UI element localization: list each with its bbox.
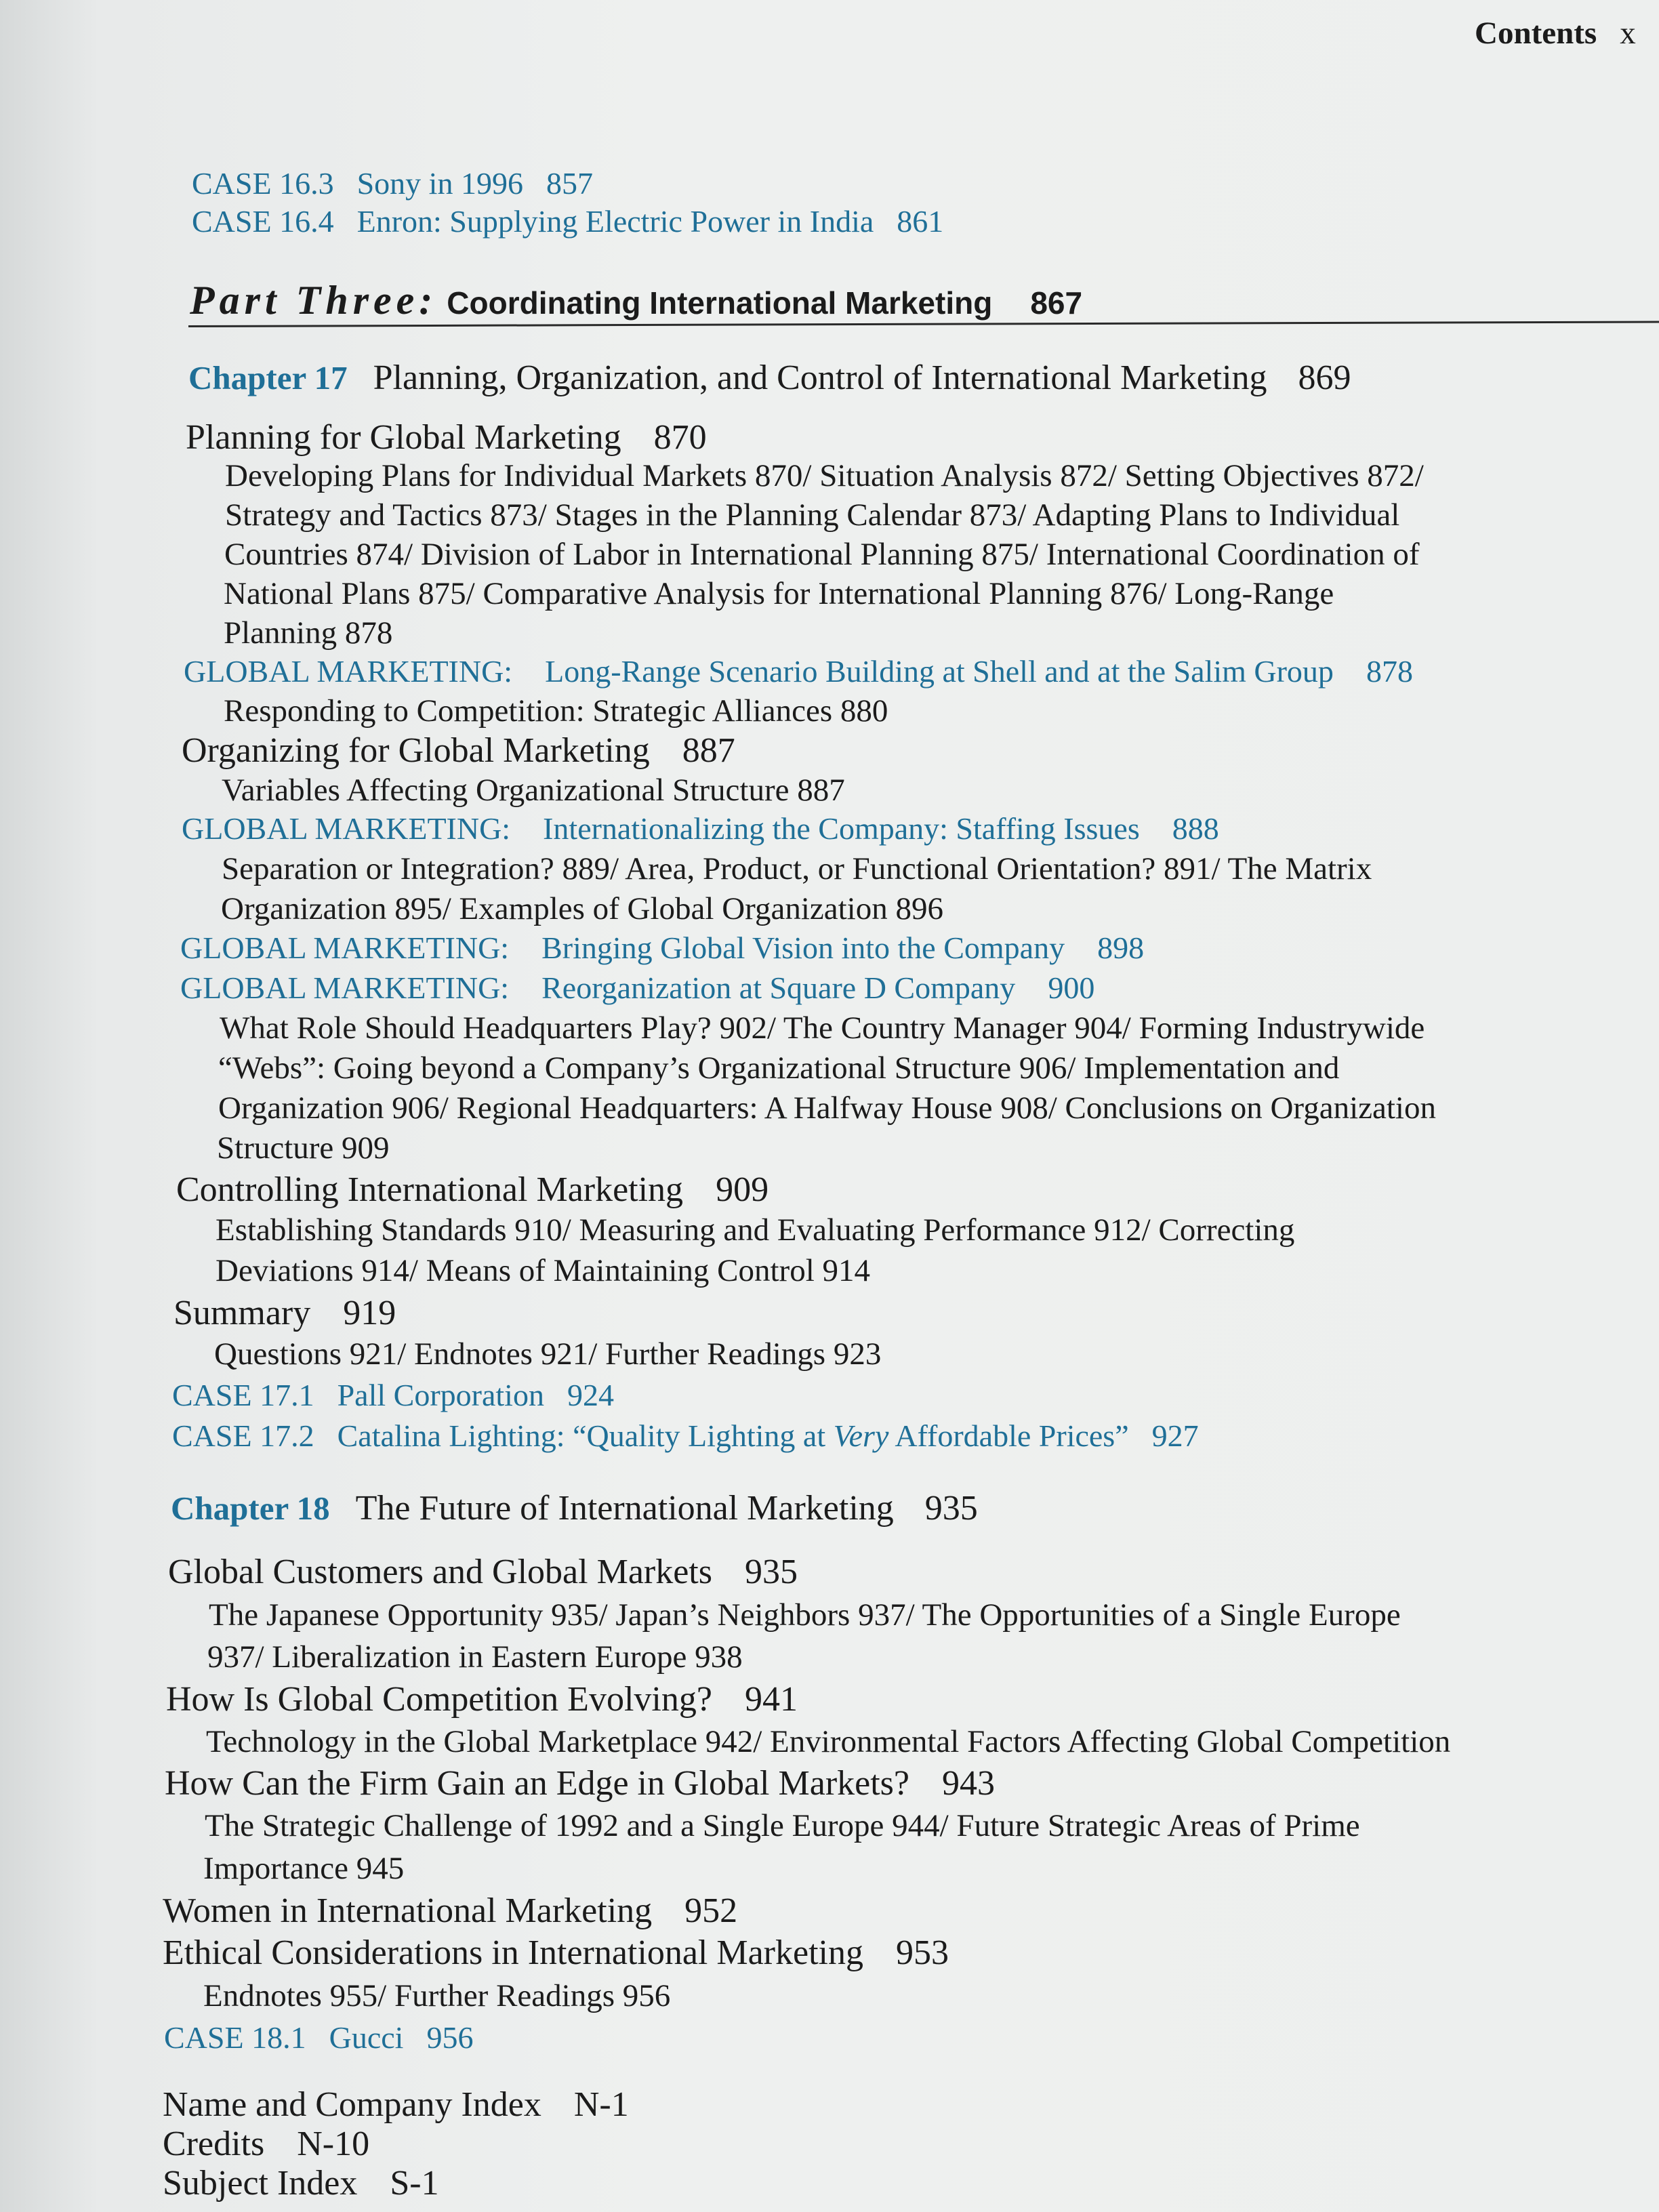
- toc-global-marketing-box: [180, 972, 1094, 1004]
- toc-subsection-line: Endnotes 955/ Further Readings 956: [203, 1978, 671, 2013]
- section-page: 953: [895, 1933, 949, 1972]
- toc-section: [163, 1933, 949, 1972]
- case-title: Sony in 1996: [356, 166, 523, 201]
- part-heading: [190, 280, 1082, 321]
- case-label: CASE 17.1: [172, 1378, 314, 1412]
- part-title: Coordinating International Marketing: [447, 285, 993, 321]
- toc-subsection-line: What Role Should Headquarters Play? 902/ The Country Manager 904/ Forming Industrywide: [220, 1010, 1425, 1046]
- toc-subsection-line: Organization 895/ Examples of Global Organization 896: [221, 891, 943, 926]
- toc-subsection-line: 937/ Liberalization in Eastern Europe 938: [207, 1639, 743, 1675]
- toc-global-marketing-box: [182, 813, 1219, 844]
- feature-page: 898: [1097, 930, 1145, 965]
- index-title: Name and Company Index: [163, 2085, 541, 2124]
- case-label: CASE 18.1: [164, 2020, 306, 2055]
- case-page: 857: [546, 166, 593, 201]
- case-page: 924: [567, 1378, 614, 1412]
- index-title: Credits: [163, 2125, 265, 2163]
- toc-subsection-line: “Webs”: Going beyond a Company’s Organizational Structure 906/ Implementation and: [218, 1050, 1340, 1086]
- running-head-title: Contents: [1475, 16, 1597, 51]
- feature-label: GLOBAL MARKETING:: [180, 970, 510, 1005]
- running-head: [1475, 15, 1636, 52]
- feature-label: GLOBAL MARKETING:: [184, 654, 513, 689]
- case-label: CASE 16.4: [192, 204, 334, 239]
- toc-subsection-line: Strategy and Tactics 873/ Stages in the Planning Calendar 873/ Adapting Plans to Individual: [225, 497, 1400, 533]
- toc-subsection-line: Planning 878: [224, 615, 393, 651]
- part-page: 867: [1030, 285, 1083, 321]
- toc-index-entry: [163, 2127, 369, 2162]
- section-page: 943: [941, 1764, 995, 1803]
- section-title: Women in International Marketing: [163, 1891, 653, 1930]
- chapter-heading: [188, 361, 1351, 396]
- chapter-title: The Future of International Marketing: [355, 1489, 894, 1528]
- feature-page: 900: [1048, 970, 1095, 1005]
- toc-subsection-line: Establishing Standards 910/ Measuring and Evaluating Performance 912/ Correcting: [216, 1212, 1295, 1248]
- chapter-label: Chapter 18: [171, 1490, 330, 1527]
- feature-title: Reorganization at Square D Company: [541, 970, 1016, 1005]
- chapter-page: 935: [924, 1489, 978, 1528]
- feature-title: Internationalizing the Company: Staffing Issues: [543, 811, 1140, 846]
- case-page: 861: [897, 204, 944, 239]
- toc-index-entry: [163, 2166, 439, 2201]
- toc-subsection-line: Importance 945: [203, 1851, 405, 1886]
- index-page: N-10: [297, 2125, 370, 2163]
- toc-global-marketing-box: [180, 930, 1145, 965]
- toc-case-entry: [164, 2022, 473, 2053]
- toc-subsection-line: The Japanese Opportunity 935/ Japan’s Neighbors 937/ The Opportunities of a Single Europe: [209, 1597, 1401, 1633]
- toc-case-entry: [192, 206, 943, 237]
- section-page: 952: [684, 1891, 738, 1930]
- toc-section: [166, 1682, 798, 1717]
- chapter-label: Chapter 17: [188, 359, 348, 396]
- feature-title: Long-Range Scenario Building at Shell and at the Salim Group: [545, 654, 1334, 689]
- toc-section: [173, 1296, 396, 1331]
- section-page: 870: [653, 418, 707, 457]
- section-page: 935: [744, 1553, 798, 1591]
- toc-section: [182, 733, 735, 769]
- toc-subsection-line: Variables Affecting Organizational Structure 887: [222, 773, 845, 808]
- case-page: 927: [1151, 1418, 1199, 1453]
- feature-page: 888: [1172, 811, 1219, 846]
- section-page: 909: [716, 1170, 769, 1209]
- toc-subsection-line: Structure 909: [217, 1130, 390, 1166]
- feature-label: GLOBAL MARKETING:: [182, 811, 511, 846]
- feature-page: 878: [1366, 654, 1413, 689]
- section-title: Controlling International Marketing: [176, 1170, 684, 1209]
- toc-subsection-line: Countries 874/ Division of Labor in International Planning 875/ International Coordination of: [224, 537, 1420, 572]
- section-title: Global Customers and Global Markets: [168, 1553, 712, 1591]
- toc-subsection-line: Questions 921/ Endnotes 921/ Further Readings 923: [214, 1336, 882, 1372]
- part-label: Part Three:: [190, 278, 438, 323]
- index-page: N-1: [573, 2085, 629, 2124]
- toc-subsection-line: Separation or Integration? 889/ Area, Product, or Functional Orientation? 891/ The Matrix: [222, 851, 1372, 886]
- section-title: Ethical Considerations in International Marketing: [163, 1933, 863, 1972]
- toc-subsection-line: Developing Plans for Individual Markets 870/ Situation Analysis 872/ Setting Objectives 872/: [225, 458, 1424, 493]
- toc-subsection-line: Technology in the Global Marketplace 942/ Environmental Factors Affecting Global Competition: [206, 1724, 1451, 1759]
- index-page: S-1: [390, 2164, 439, 2203]
- case-title: Gucci: [329, 2020, 404, 2055]
- section-title: Organizing for Global Marketing: [182, 731, 650, 770]
- toc-section: [176, 1172, 769, 1208]
- toc-case-entry: [172, 1380, 614, 1411]
- case-title-emphasis: Very: [833, 1418, 889, 1453]
- toc-case-entry: [192, 168, 593, 199]
- toc-subsection-line: National Plans 875/ Comparative Analysis for International Planning 876/ Long-Range: [224, 576, 1334, 611]
- toc-subsection-line: Organization 906/ Regional Headquarters: A Halfway House 908/ Conclusions on Organization: [218, 1090, 1436, 1126]
- case-label: CASE 16.3: [192, 166, 334, 201]
- chapter-heading: [171, 1491, 978, 1526]
- section-title: How Is Global Competition Evolving?: [166, 1680, 712, 1719]
- case-title-start: Catalina Lighting: “Quality Lighting at: [337, 1418, 834, 1453]
- feature-title: Bringing Global Vision into the Company: [541, 930, 1065, 965]
- case-title: Pall Corporation: [337, 1378, 544, 1412]
- section-page: 941: [744, 1680, 798, 1719]
- section-title: Summary: [173, 1294, 311, 1332]
- page-number: x: [1620, 16, 1636, 51]
- toc-section: [165, 1766, 995, 1801]
- chapter-page: 869: [1298, 359, 1351, 397]
- section-title: Planning for Global Marketing: [186, 418, 621, 457]
- toc-section: [163, 1893, 737, 1929]
- case-page: 956: [426, 2020, 474, 2055]
- section-page: 919: [343, 1294, 396, 1332]
- toc-section: [168, 1555, 798, 1590]
- section-title: How Can the Firm Gain an Edge in Global Markets?: [165, 1764, 909, 1803]
- toc-global-marketing-box: [184, 656, 1413, 687]
- case-title-end: Affordable Prices”: [888, 1418, 1129, 1453]
- index-title: Subject Index: [163, 2164, 358, 2203]
- case-label: CASE 17.2: [172, 1418, 314, 1453]
- section-page: 887: [682, 731, 735, 770]
- toc-subsection-line: Responding to Competition: Strategic Alliances 880: [224, 693, 888, 729]
- toc-section: [186, 420, 707, 455]
- feature-label: GLOBAL MARKETING:: [180, 930, 510, 965]
- toc-case-entry: [172, 1420, 1199, 1452]
- case-title: [337, 1418, 1129, 1453]
- chapter-title: Planning, Organization, and Control of International Marketing: [373, 359, 1267, 397]
- toc-subsection-line: The Strategic Challenge of 1992 and a Single Europe 944/ Future Strategic Areas of Prime: [205, 1808, 1360, 1843]
- toc-index-entry: [163, 2087, 629, 2123]
- toc-subsection-line: Deviations 914/ Means of Maintaining Control 914: [216, 1253, 871, 1288]
- case-title: Enron: Supplying Electric Power in India: [356, 204, 874, 239]
